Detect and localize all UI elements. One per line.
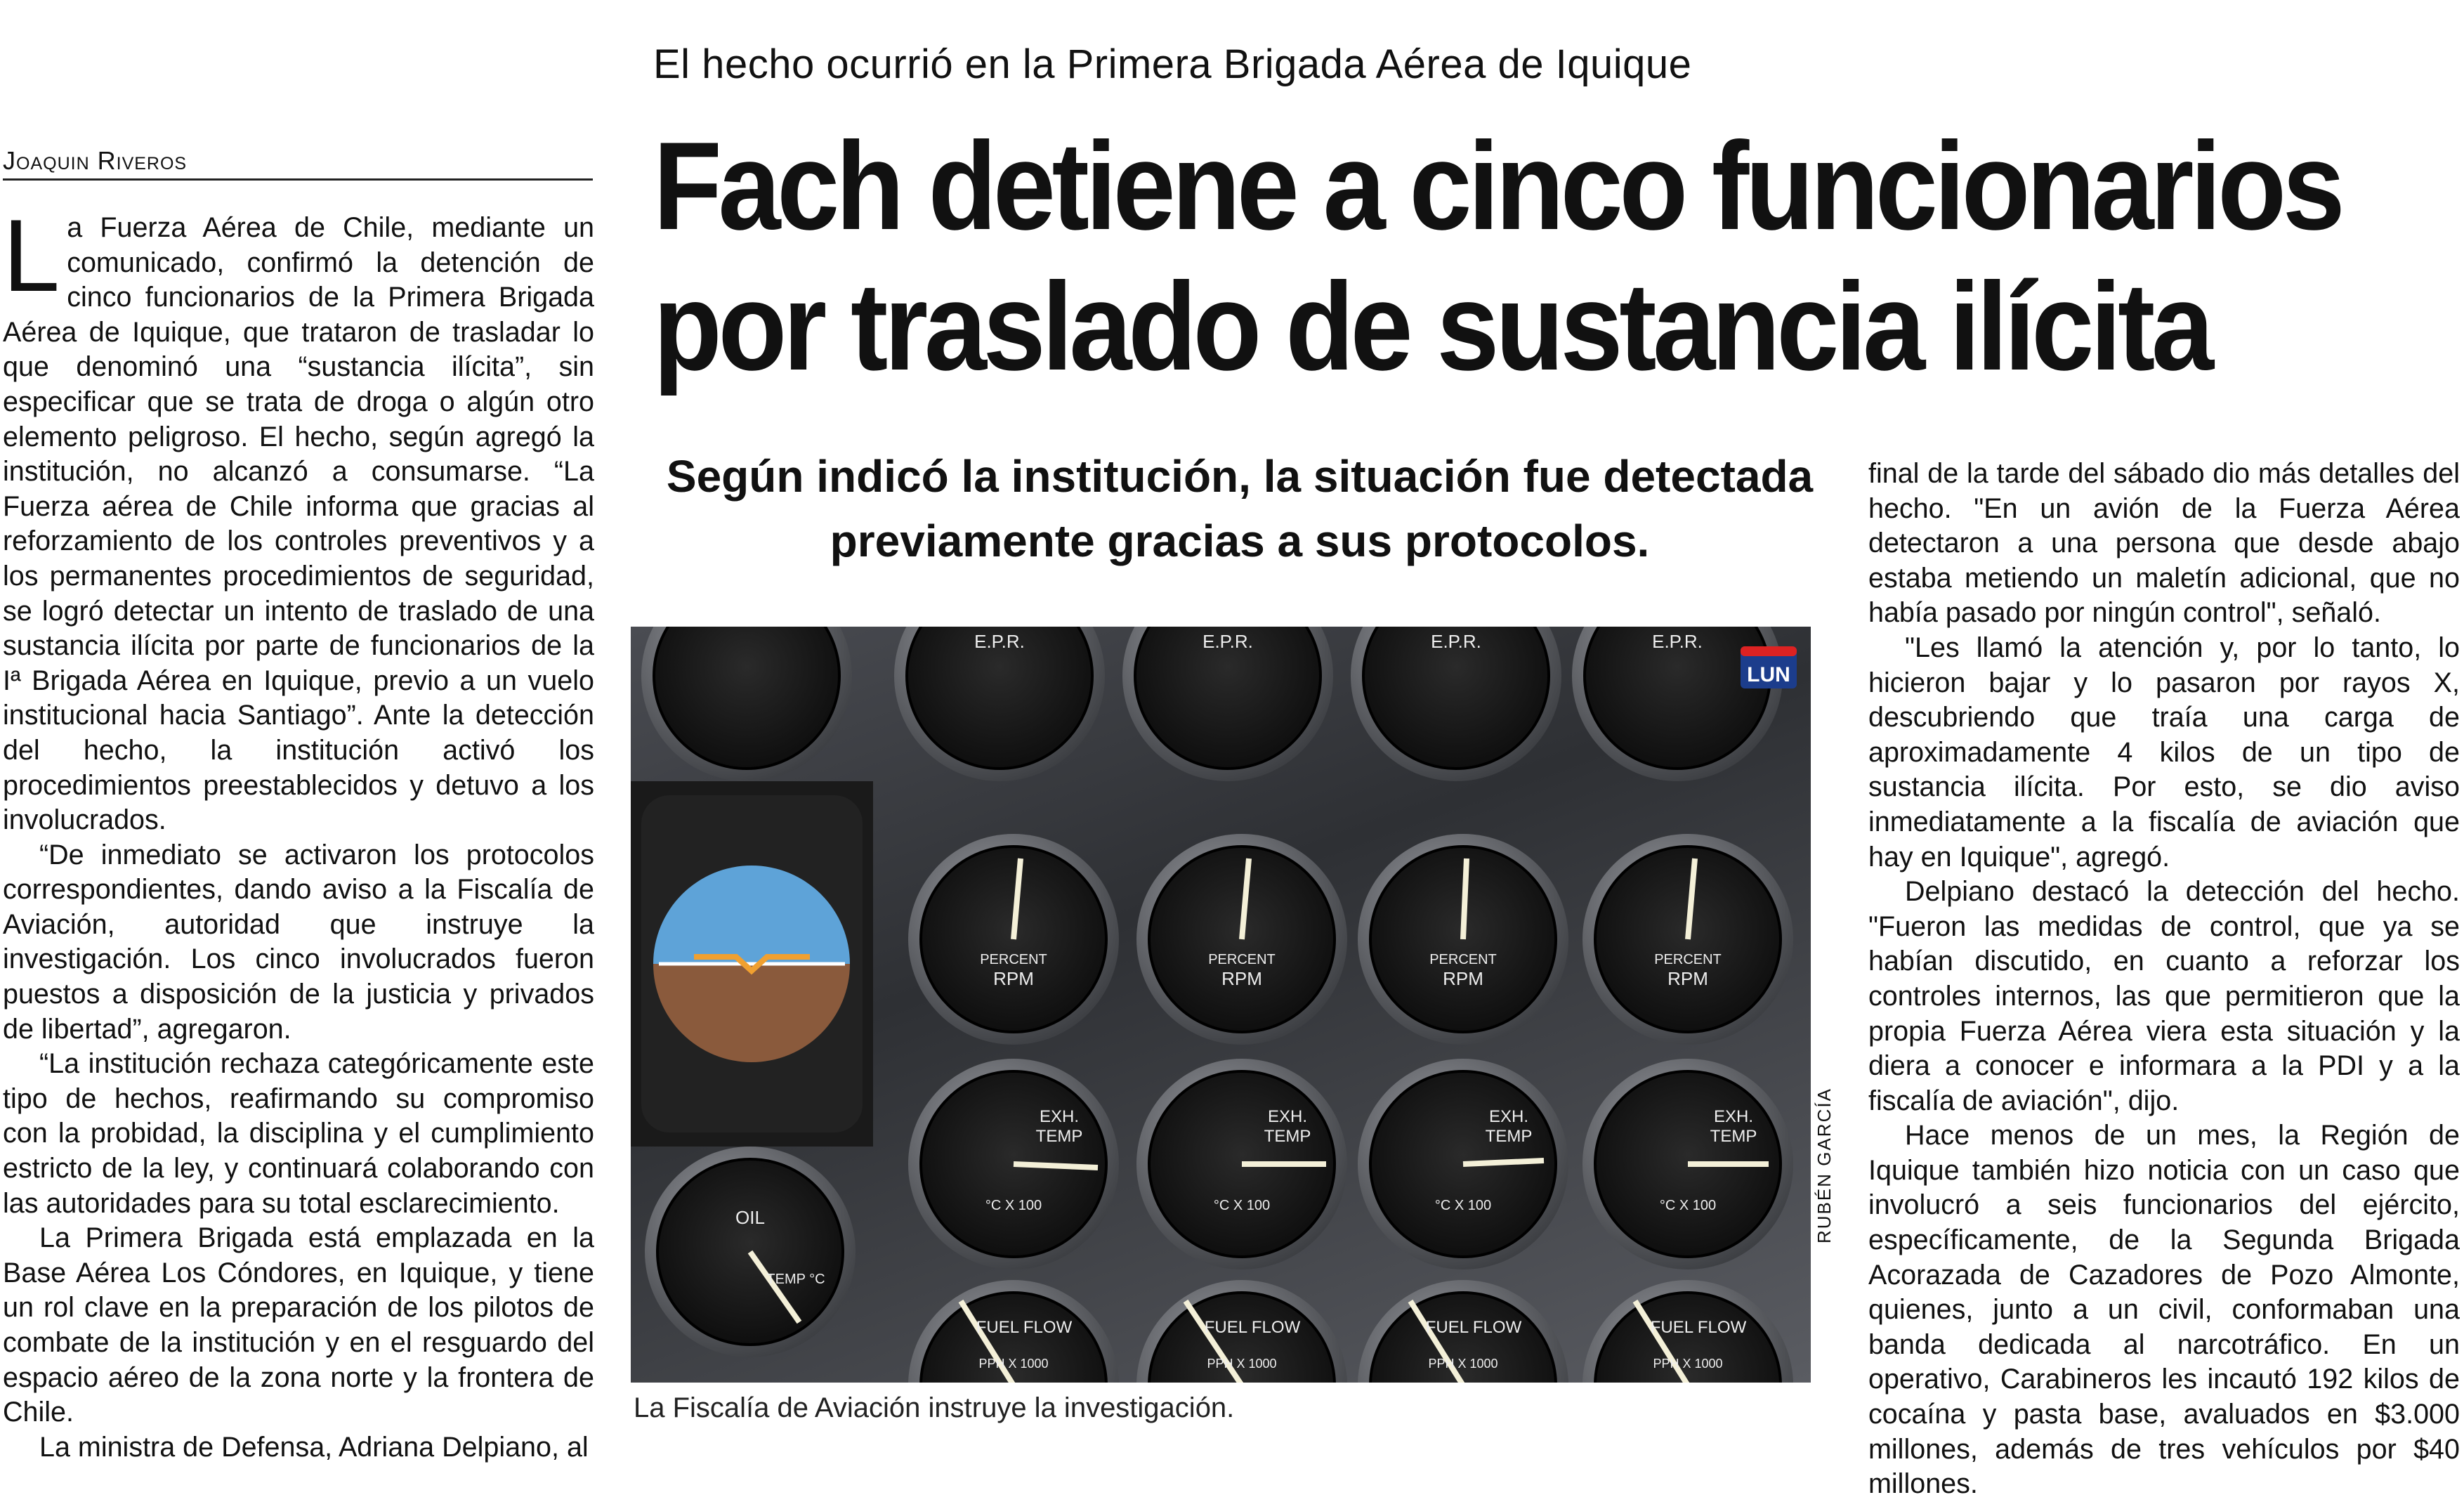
- headline-line-2: por traslado de sustancia ilícita: [653, 256, 2210, 396]
- epr-label: E.P.R.: [1431, 631, 1481, 652]
- exh-label: EXH.: [1713, 1107, 1754, 1126]
- attitude-indicator: [631, 781, 873, 1147]
- lun-badge: [1741, 646, 1797, 688]
- fuel-flow-label: FUEL FLOW: [1425, 1318, 1522, 1337]
- pph-label: PPH X 1000: [1428, 1357, 1498, 1371]
- paragraph: "Les llamó la atención y, por lo tanto, lo hicieron bajar y lo pasaron por rayos X, descubriendo que traía una carga de aproximadamente 4 kilos de un tipo de sustancia ilícita. Por esto, se dio aviso inmediatamente a la fiscalía de aviación que hay en Iquique", agregó.: [1868, 632, 2460, 873]
- epr-label: E.P.R.: [974, 631, 1025, 652]
- epr-gauge-row: [641, 627, 1783, 781]
- percent-label: PERCENT: [1429, 952, 1497, 967]
- headline: [653, 116, 2342, 397]
- paragraph: “La institución rechaza categóricamente este tipo de hechos, reafirmando su compromiso con la probidad, la disciplina y el cumplimiento estricto de la ley, y continuará colaborando con las autoridades para su total esclarecimiento.: [3, 1048, 594, 1219]
- right-column: [1868, 457, 2460, 1502]
- exh-temp-gauge-row: [908, 1059, 1793, 1269]
- fuel-flow-label: FUEL FLOW: [976, 1318, 1073, 1337]
- instrument-panel: [631, 627, 1811, 1383]
- paragraph: Delpiano destacó la detección del hecho. "Fueron las medidas de control, que ya se habían discutido, en cuanto a reforzar los controles internos, las que permitieron que la propia Fuerza Aérea viera esta situación y la diera a conocer e informara a la PDI y a la fiscalía de aviación", dijo.: [1868, 876, 2460, 1116]
- percent-label: PERCENT: [1208, 952, 1276, 967]
- exh-label: EXH.: [1488, 1107, 1529, 1126]
- epr-label: E.P.R.: [1202, 631, 1253, 652]
- cx100-label: °C X 100: [985, 1198, 1042, 1213]
- temp-label: TEMP: [1485, 1127, 1533, 1146]
- oil-label: OIL: [735, 1207, 765, 1228]
- rpm-label: RPM: [1443, 968, 1483, 989]
- kicker: El hecho ocurrió en la Primera Brigada Aérea de Iquique: [653, 41, 1692, 87]
- author-byline: [3, 146, 593, 181]
- oil-temp-label: TEMP °C: [766, 1272, 825, 1287]
- drop-cap: L: [3, 198, 60, 313]
- fuel-flow-label: FUEL FLOW: [1204, 1318, 1301, 1337]
- paragraph: final de la tarde del sábado dio más detalles del hecho. "En un avión de la Fuerza Aérea detectaron a una persona que desde abajo estaba metiendo un maletín adicional, que no había pasado por ningún control", señaló.: [1868, 458, 2460, 629]
- deck-subtitle: Según indicó la institución, la situación fue detectada previamente gracias a sus protocolos.: [666, 451, 1814, 566]
- exh-label: EXH.: [1039, 1107, 1080, 1126]
- exh-label: EXH.: [1267, 1107, 1308, 1126]
- temp-label: TEMP: [1035, 1127, 1083, 1146]
- paragraph: Hace menos de un mes, la Región de Iquique también hizo noticia con un caso que involucró a seis funcionarios del ejército, específicamente, de la Segunda Brigada Acorazada de Cazadores de Pozo Almonte, quienes, junto a un civil, conformaban una banda dedicada al narcotráfico. En un operativo, Carabineros les incautó 192 kilos de cocaína y pasta base, avaluados en $3.000 millones, además de tres vehículos por $40 millones.: [1868, 1120, 2460, 1500]
- percent-label: PERCENT: [980, 952, 1047, 967]
- rpm-label: RPM: [1221, 968, 1262, 989]
- cx100-label: °C X 100: [1213, 1198, 1271, 1213]
- temp-label: TEMP: [1710, 1127, 1757, 1146]
- rpm-label: RPM: [993, 968, 1034, 989]
- rpm-label: RPM: [1667, 968, 1708, 989]
- paragraph: La Primera Brigada está emplazada en la Base Aérea Los Cóndores, en Iquique, y tiene un rol clave en la preparación de los pilotos de combate de la institución y en el resguardo del espacio aéreo de la zona norte y la frontera de Chile.: [3, 1222, 594, 1428]
- pph-label: PPH X 1000: [1207, 1357, 1277, 1371]
- cockpit-photo: [631, 627, 1811, 1383]
- photo-caption: La Fiscalía de Aviación instruye la investigación.: [634, 1392, 1235, 1423]
- headline-line-1: Fach detiene a cinco funcionarios: [653, 116, 2342, 256]
- lun-badge-text: LUN: [1747, 663, 1790, 686]
- pph-label: PPH X 1000: [978, 1357, 1049, 1371]
- paragraph: “De inmediato se activaron los protocolos correspondientes, dando aviso a la Fiscalía de Aviación, autoridad que instruye la investigación. Los cinco involucrados fueron puestos a disposición de la justicia y privados de libertad”, agregaron.: [3, 839, 594, 1045]
- pph-label: PPH X 1000: [1653, 1357, 1723, 1371]
- fuel-flow-gauge-row: [908, 1280, 1793, 1383]
- temp-label: TEMP: [1264, 1127, 1311, 1146]
- paragraph: La ministra de Defensa, Adriana Delpiano, al: [39, 1431, 589, 1463]
- paragraph: La Fuerza Aérea de Chile, mediante un comunicado, confirmó la detención de cinco funcionarios de la Primera Brigada Aérea de Iquique, que trataron de trasladar lo que denominó una “sustancia ilícita”, sin especificar que se trata de droga o algún otro elemento peligroso. El hecho, según agregó la institución, no alcanzó a consumarse. “La Fuerza aérea de Chile informa que gracias al reforzamiento de los controles preventivos y a los permanentes procedimientos de seguridad, se logró detectar un intento de traslado de una sustancia ilícita por parte de funcionarios de la Iª Brigada Aérea en Iquique, previo a un vuelo institucional hacia Santiago”. Ante la detección del hecho, la institución activó los procedimientos preestablecidos y detuvo a los involucrados.: [3, 198, 594, 836]
- epr-label: E.P.R.: [1652, 631, 1703, 652]
- author-name: Joaquin Riveros: [3, 146, 188, 175]
- cx100-label: °C X 100: [1434, 1198, 1492, 1213]
- photo-credit: RUBÉN GARCÍA: [1814, 1088, 1835, 1243]
- left-column: [3, 198, 594, 1465]
- percent-label: PERCENT: [1654, 952, 1722, 967]
- cx100-label: °C X 100: [1659, 1198, 1717, 1213]
- rpm-gauge-row: [908, 834, 1793, 1045]
- fuel-flow-label: FUEL FLOW: [1650, 1318, 1747, 1337]
- oil-gauge: [645, 1147, 856, 1357]
